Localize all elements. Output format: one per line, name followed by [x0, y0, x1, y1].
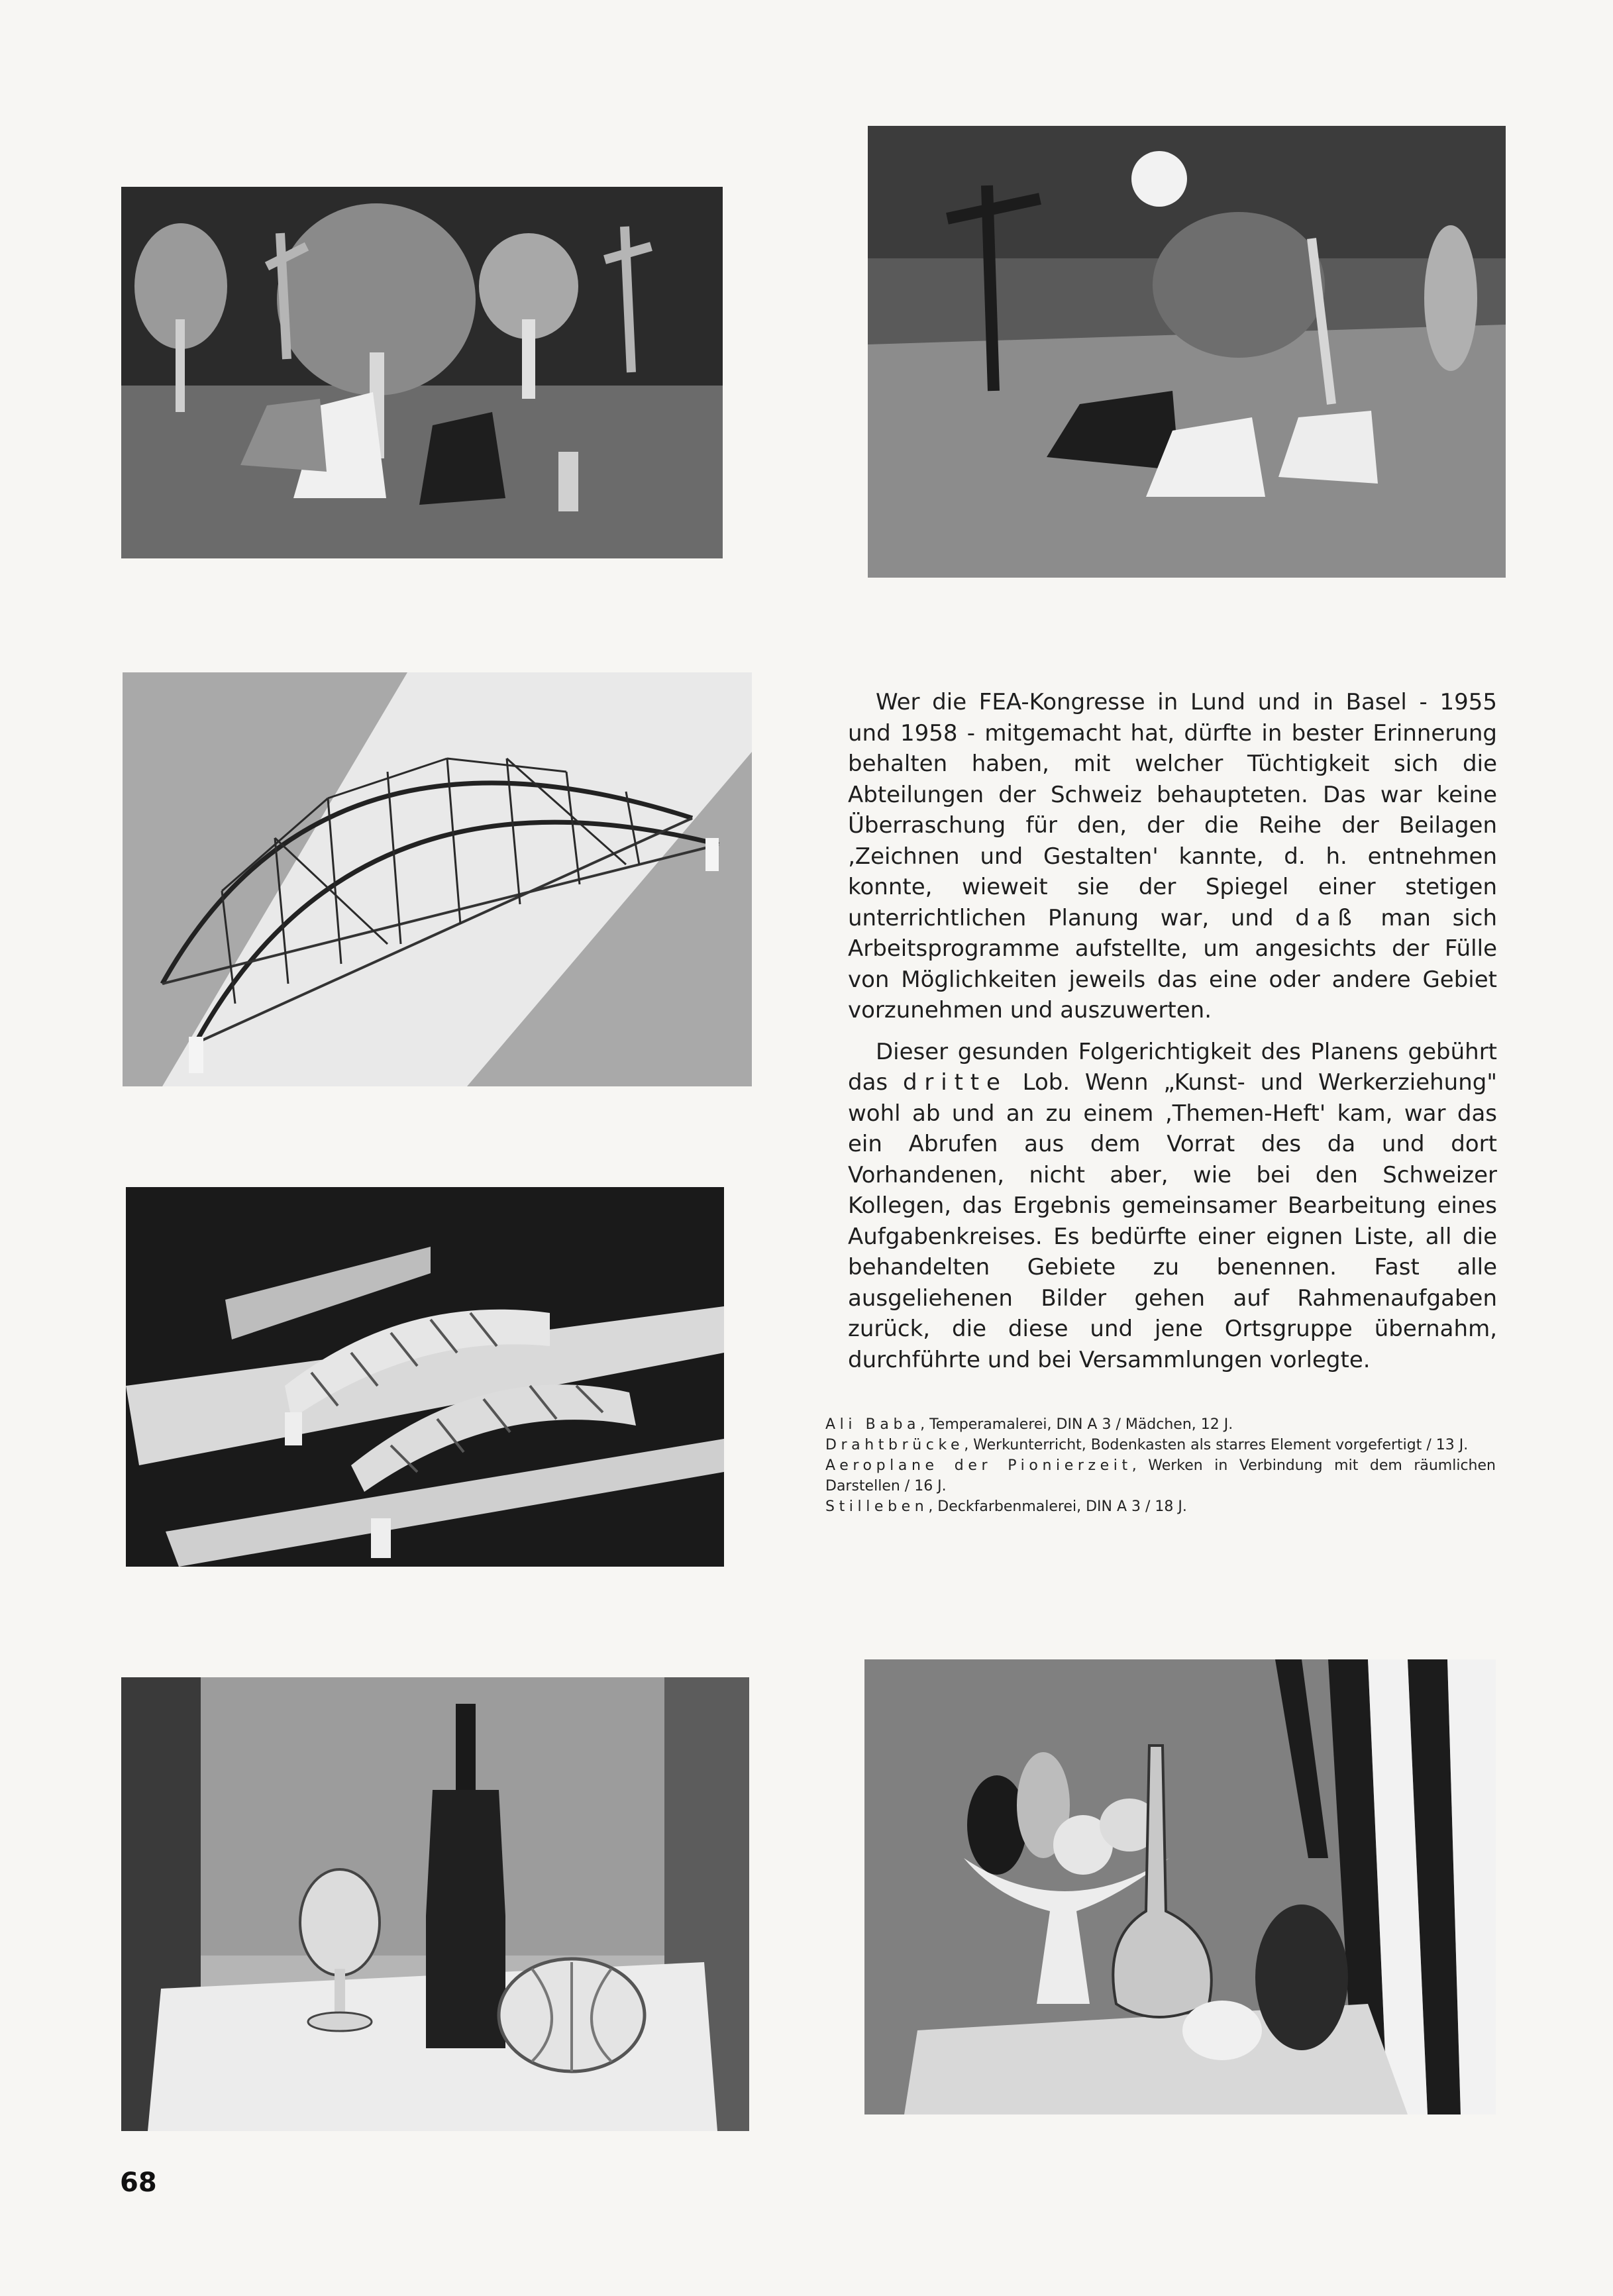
caption: Stilleben, Deckfarbenmalerei, DIN A 3 / 18 J. — [825, 1498, 1187, 1515]
figure-captions — [825, 1414, 1496, 1517]
spaced-word: dritte — [902, 1069, 1008, 1096]
wire-bridge-photo — [123, 672, 752, 1086]
caption: Drahtbrücke, Werkunterricht, Bodenkasten als starres Element vorgefertigt / 13 J. — [825, 1437, 1469, 1453]
paragraph-2: Dieser gesunden Folgerichtigkeit des Planens gebührt das dritte Lob. Wenn „Kunst- und Werkerziehung" wohl ab und an zu einem ‚Themen-Heft' kam, war das ein Abrufen aus dem Vorrat des da und dort Vorhandenen, nicht aber, wie bei den Schweizer Kollegen, das Ergebnis gemeinsamer Bearbeitung eines Aufgabenkreises. Es bedürfte einer eignen Liste, all die behandelten Gebiete zu benennen. Fast alle ausgeliehenen Bilder gehen auf Rahmenaufgaben zurück, die diese und jene Ortsgruppe übernahm, durchführte und bei Versammlungen vorlegte. — [848, 1038, 1498, 1373]
caption: Aeroplane der Pionierzeit, Werken in Verbindung mit dem räumlichen Darstellen / 16 J. — [825, 1457, 1496, 1494]
caption: Ali Baba, Temperamalerei, DIN A 3 / Mädchen, 12 J. — [825, 1416, 1233, 1433]
paragraph-1: Wer die FEA-Kongresse in Lund und in Basel - 1955 und 1958 - mitgemacht hat, dürfte in bester Erinnerung behalten haben, mit welcher Tüchtigkeit sich die Abteilungen der Schweiz behaupteten. Das war keine Überraschung für den, der die Reihe der Beilagen ‚Zeichnen und Gestalten' kannte, d. h. entnehmen konnte, wieweit sie der Spiegel einer stetigen unterrichtlichen Planung war, und daß man sich Arbeitsprogramme aufstellte, um angesichts der Fülle von Möglichkeiten jeweils das eine oder andere Gebiet vorzunehmen und auszuwerten. — [848, 689, 1498, 1023]
truss-models-photo — [126, 1187, 724, 1567]
ali-baba-painting-right — [868, 126, 1506, 578]
ali-baba-painting-left — [121, 187, 723, 558]
still-life-fruit-painting — [864, 1659, 1496, 2114]
article-body — [848, 687, 1497, 1375]
still-life-bottle-painting — [121, 1677, 749, 2131]
page-number: 68 — [120, 2167, 157, 2198]
spaced-word: daß — [1295, 904, 1359, 931]
